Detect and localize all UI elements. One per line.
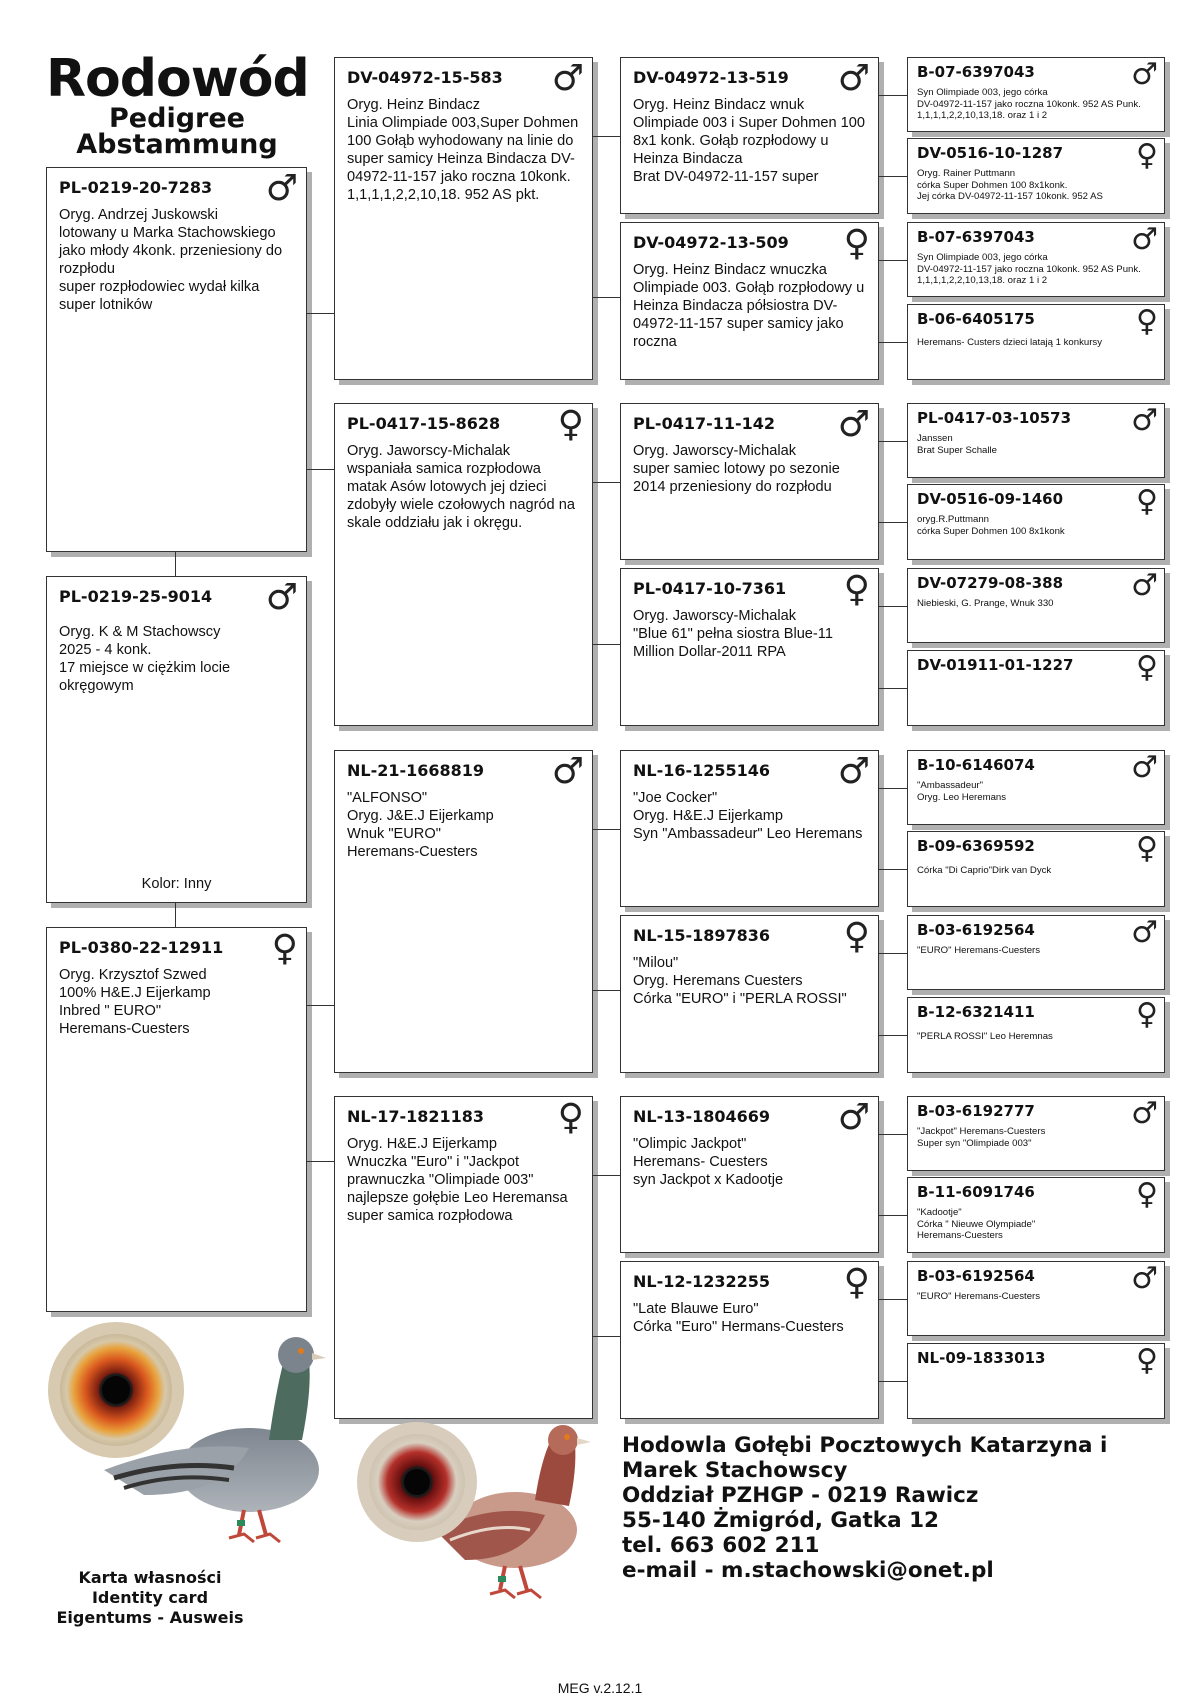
female-icon: ♀ bbox=[843, 1262, 870, 1303]
main-bird-color: Kolor: Inny bbox=[141, 876, 212, 892]
female-icon: ♀ bbox=[843, 916, 870, 957]
grandparent-box bbox=[334, 1096, 593, 1419]
male-icon: ♂ bbox=[837, 58, 870, 99]
male-icon: ♂ bbox=[1131, 57, 1158, 92]
breeder-phone: tel. 663 602 211 bbox=[622, 1533, 820, 1558]
great-grandparent-info: "Milou" Oryg. Heremans Cuesters Córka "EURO" i "PERLA ROSSI" bbox=[633, 955, 847, 1007]
great-grandparent-info: "Olimpic Jackpot" Heremans- Cuesters syn Jackpot x Kadootje bbox=[633, 1136, 784, 1188]
connector-line bbox=[593, 136, 620, 137]
great-grandparent-info: "Late Blauwe Euro" Córka "Euro" Hermans-Cuesters bbox=[633, 1301, 844, 1335]
software-version: MEG v.2.12.1 bbox=[557, 1680, 643, 1696]
gen4-ring: B-03-6192777 bbox=[917, 1102, 1035, 1120]
male-icon: ♂ bbox=[265, 577, 298, 618]
female-icon: ♀ bbox=[1136, 1177, 1158, 1212]
connector-line bbox=[879, 869, 907, 870]
identity-card-line: Eigentums - Ausweis bbox=[56, 1608, 244, 1627]
gen4-ring: DV-01911-01-1227 bbox=[917, 656, 1074, 674]
gen4-info: "PERLA ROSSI" Leo Heremnas bbox=[917, 1031, 1053, 1042]
great-grandparent-info: Oryg. Jaworscy-Michalak "Blue 61" pełna siostra Blue-11 Million Dollar-2011 RPA bbox=[633, 608, 833, 660]
connector-line bbox=[593, 1175, 620, 1176]
gen4-box bbox=[907, 403, 1165, 478]
male-icon: ♂ bbox=[837, 404, 870, 445]
great-grandparent-info: Oryg. Heinz Bindacz wnuk Olimpiade 003 i Super Dohmen 100 8x1 konk. Gołąb rozpłodowy u Heinza Bindacza Brat DV-04972-11-157 super bbox=[633, 97, 866, 185]
female-icon: ♀ bbox=[1136, 304, 1158, 339]
female-icon: ♀ bbox=[557, 404, 584, 445]
connector-line bbox=[879, 688, 907, 689]
father-info: Oryg. Andrzej Juskowski lotowany u Marka Stachowskiego jako młody 4konk. przeniesiony do rozpłodu super rozpłodowiec wydał kilka super lotników bbox=[59, 207, 283, 313]
connector-line bbox=[879, 1035, 907, 1036]
pedigree-subtitle-de: Abstammung bbox=[76, 129, 278, 160]
gen4-info: Niebieski, G. Prange, Wnuk 330 bbox=[917, 598, 1054, 609]
identity-card-label bbox=[30, 1568, 270, 1628]
female-icon: ♀ bbox=[1136, 138, 1158, 173]
great-grandparent-ring: NL-12-1232255 bbox=[633, 1272, 771, 1291]
gen4-info: "EURO" Heremans-Cuesters bbox=[917, 945, 1041, 956]
great-grandparent-box bbox=[620, 1096, 879, 1253]
female-icon: ♀ bbox=[843, 223, 870, 264]
connector-line bbox=[879, 441, 907, 442]
connector-line bbox=[879, 260, 907, 261]
gen4-box bbox=[907, 568, 1165, 643]
mother-ring: PL-0380-22-12911 bbox=[59, 938, 224, 957]
main-bird-ring: PL-0219-25-9014 bbox=[59, 587, 213, 606]
connector-line bbox=[307, 1161, 334, 1162]
gen4-box bbox=[907, 650, 1165, 726]
connector-line bbox=[879, 953, 907, 954]
connector-line bbox=[593, 297, 620, 298]
connector-line bbox=[593, 644, 620, 645]
great-grandparent-ring: NL-16-1255146 bbox=[633, 761, 771, 780]
connector-line bbox=[879, 606, 907, 607]
great-grandparent-info: Oryg. Heinz Bindacz wnuczka Olimpiade 003. Gołąb rozpłodowy u Heinza Bindacza półsiostra DV-04972-11-157 super samicy jako roczna bbox=[633, 262, 865, 350]
great-grandparent-box bbox=[620, 1261, 879, 1419]
blue-pigeon-image bbox=[44, 1320, 326, 1565]
male-icon: ♂ bbox=[1131, 568, 1158, 603]
gen4-ring: PL-0417-03-10573 bbox=[917, 409, 1072, 427]
gen4-info: "Kadootje" Córka " Nieuwe Olympiade" Heremans-Cuesters bbox=[917, 1207, 1036, 1241]
grandparent-ring: NL-17-1821183 bbox=[347, 1107, 485, 1126]
gen4-box bbox=[907, 750, 1165, 825]
female-icon: ♀ bbox=[843, 569, 870, 610]
identity-card-line: Karta własności bbox=[78, 1568, 222, 1587]
female-icon: ♀ bbox=[557, 1097, 584, 1138]
connector-line bbox=[879, 1215, 907, 1216]
gen4-info: Oryg. Rainer Puttmann córka Super Dohmen 100 8x1konk. Jej córka DV-04972-11-157 10konk. 952 AS bbox=[917, 168, 1103, 202]
connector-line bbox=[307, 469, 334, 470]
grandparent-box bbox=[334, 403, 593, 726]
gen4-box bbox=[907, 138, 1165, 214]
gen4-info: oryg.R.Puttmann córka Super Dohmen 100 8x1konk bbox=[917, 514, 1065, 537]
gen4-box bbox=[907, 222, 1165, 297]
gen4-ring: B-03-6192564 bbox=[917, 1267, 1035, 1285]
gen4-box bbox=[907, 831, 1165, 907]
male-icon: ♂ bbox=[1131, 222, 1158, 257]
female-icon: ♀ bbox=[1136, 650, 1158, 685]
great-grandparent-ring: DV-04972-13-509 bbox=[633, 233, 789, 252]
female-icon: ♀ bbox=[1136, 484, 1158, 519]
great-grandparent-box bbox=[620, 568, 879, 726]
gen4-ring: B-10-6146074 bbox=[917, 756, 1035, 774]
breeder-contact bbox=[622, 1433, 1182, 1583]
male-icon: ♂ bbox=[1131, 1096, 1158, 1131]
connector-line bbox=[879, 1381, 907, 1382]
connector-line bbox=[593, 482, 620, 483]
connector-line bbox=[593, 829, 620, 830]
gen4-ring: B-03-6192564 bbox=[917, 921, 1035, 939]
great-grandparent-ring: PL-0417-11-142 bbox=[633, 414, 776, 433]
grandparent-info: "ALFONSO" Oryg. J&E.J Eijerkamp Wnuk "EURO" Heremans-Cuesters bbox=[347, 790, 494, 860]
gen4-info: Janssen Brat Super Schalle bbox=[917, 433, 997, 456]
male-icon: ♂ bbox=[837, 1097, 870, 1138]
connector-line bbox=[879, 176, 907, 177]
gen4-ring: NL-09-1833013 bbox=[917, 1349, 1046, 1367]
gen4-ring: DV-0516-10-1287 bbox=[917, 144, 1064, 162]
gen4-box bbox=[907, 1177, 1165, 1253]
gen4-box bbox=[907, 1096, 1165, 1171]
great-grandparent-ring: NL-15-1897836 bbox=[633, 926, 771, 945]
gen4-info: "Jackpot" Heremans-Cuesters Super syn "Olimpiade 003" bbox=[917, 1126, 1046, 1149]
gen4-info: Heremans- Custers dzieci latają 1 konkursy bbox=[917, 337, 1103, 348]
great-grandparent-ring: DV-04972-13-519 bbox=[633, 68, 789, 87]
female-icon: ♀ bbox=[1136, 831, 1158, 866]
gen4-box bbox=[907, 484, 1165, 560]
gen4-box bbox=[907, 915, 1165, 990]
gen4-box bbox=[907, 304, 1165, 380]
great-grandparent-box bbox=[620, 222, 879, 380]
gen4-info: Syn Olimpiade 003, jego córka DV-04972-11-157 jako roczna 10konk. 952 AS Punk. 1,1,1,1,2,2,10,13,18. oraz 1 i 2 bbox=[917, 252, 1141, 286]
connector-line bbox=[879, 95, 907, 96]
gen4-info: "Ambassadeur" Oryg. Leo Heremans bbox=[917, 780, 1007, 803]
gen4-ring: B-09-6369592 bbox=[917, 837, 1035, 855]
male-icon: ♂ bbox=[551, 58, 584, 99]
gen4-ring: DV-0516-09-1460 bbox=[917, 490, 1064, 508]
breeder-branch: Oddział PZHGP - 0219 Rawicz bbox=[622, 1483, 979, 1508]
gen4-ring: B-06-6405175 bbox=[917, 310, 1035, 328]
connector-line bbox=[879, 1299, 907, 1300]
connector-line bbox=[879, 1134, 907, 1135]
grandparent-ring: NL-21-1668819 bbox=[347, 761, 485, 780]
male-icon: ♂ bbox=[1131, 403, 1158, 438]
main-bird-info: Oryg. K & M Stachowscy 2025 - 4 konk. 17 miejsce w ciężkim locie okręgowym bbox=[59, 624, 231, 694]
great-grandparent-info: "Joe Cocker" Oryg. H&E.J Eijerkamp Syn "Ambassadeur" Leo Heremans bbox=[633, 790, 863, 842]
mother-box bbox=[46, 927, 307, 1312]
male-icon: ♂ bbox=[265, 168, 298, 209]
gen4-box bbox=[907, 57, 1165, 132]
male-icon: ♂ bbox=[1131, 750, 1158, 785]
grandparent-box bbox=[334, 750, 593, 1073]
gen4-info: "EURO" Heremans-Cuesters bbox=[917, 1291, 1041, 1302]
connector-line bbox=[307, 313, 334, 314]
male-icon: ♂ bbox=[1131, 1261, 1158, 1296]
main-bird-box bbox=[46, 576, 307, 903]
great-grandparent-info: Oryg. Jaworscy-Michalak super samiec lotowy po sezonie 2014 przeniesiony do rozpłodu bbox=[633, 443, 840, 495]
female-icon: ♀ bbox=[1136, 1343, 1158, 1378]
great-grandparent-ring: PL-0417-10-7361 bbox=[633, 579, 787, 598]
gen4-box bbox=[907, 997, 1165, 1073]
gen4-info: Córka "Di Caprio"Dirk van Dyck bbox=[917, 865, 1052, 876]
gen4-info: Syn Olimpiade 003, jego córka DV-04972-11-157 jako roczna 10konk. 952 AS Punk. 1,1,1,1,2,2,10,13,18. oraz 1 i 2 bbox=[917, 87, 1141, 121]
female-icon: ♀ bbox=[1136, 997, 1158, 1032]
connector-line bbox=[879, 522, 907, 523]
gen4-ring: B-07-6397043 bbox=[917, 63, 1035, 81]
gen4-ring: DV-07279-08-388 bbox=[917, 574, 1064, 592]
grandparent-info: Oryg. Heinz Bindacz Linia Olimpiade 003,Super Dohmen 100 Gołąb wyhodowany na linie do super samicy Heinza Bindacza DV-04972-11-157 jako roczna 10konk. 1,1,1,1,2,2,10,18. 952 AS pkt. bbox=[347, 97, 579, 203]
breeder-address: 55-140 Żmigród, Gatka 12 bbox=[622, 1508, 940, 1533]
great-grandparent-box bbox=[620, 750, 879, 907]
connector-line bbox=[175, 903, 176, 927]
male-icon: ♂ bbox=[551, 751, 584, 792]
gen4-ring: B-07-6397043 bbox=[917, 228, 1035, 246]
grandparent-info: Oryg. Jaworscy-Michalak wspaniała samica rozpłodowa matak Asów lotowych jej dzieci zdobyły wiele czołowych nagród na skale oddziału jak i okręgu. bbox=[347, 443, 575, 531]
great-grandparent-box bbox=[620, 403, 879, 560]
connector-line bbox=[593, 1336, 620, 1337]
identity-card-line: Identity card bbox=[91, 1588, 209, 1607]
male-icon: ♂ bbox=[837, 751, 870, 792]
mother-info: Oryg. Krzysztof Szwed 100% H&E.J Eijerkamp Inbred " EURO" Heremans-Cuesters bbox=[59, 967, 211, 1037]
grandparent-ring: PL-0417-15-8628 bbox=[347, 414, 501, 433]
connector-line bbox=[879, 342, 907, 343]
male-icon: ♂ bbox=[1131, 915, 1158, 950]
father-ring: PL-0219-20-7283 bbox=[59, 178, 213, 197]
great-grandparent-ring: NL-13-1804669 bbox=[633, 1107, 771, 1126]
pedigree-subtitle-en: Pedigree bbox=[109, 103, 245, 134]
breeder-name: Hodowla Gołębi Pocztowych Katarzyna i Marek Stachowscy bbox=[622, 1433, 1108, 1483]
gen4-ring: B-11-6091746 bbox=[917, 1183, 1035, 1201]
gen4-box bbox=[907, 1261, 1165, 1336]
connector-line bbox=[175, 552, 176, 576]
great-grandparent-box bbox=[620, 57, 879, 214]
female-icon: ♀ bbox=[271, 928, 298, 969]
breeder-email: e-mail - m.stachowski@onet.pl bbox=[622, 1558, 994, 1583]
pedigree-title: Rodowód bbox=[46, 49, 309, 109]
grandparent-ring: DV-04972-15-583 bbox=[347, 68, 503, 87]
red-pigeon-image bbox=[355, 1420, 595, 1640]
connector-line bbox=[879, 788, 907, 789]
connector-line bbox=[307, 1005, 334, 1006]
great-grandparent-box bbox=[620, 915, 879, 1073]
father-box bbox=[46, 167, 307, 552]
gen4-box bbox=[907, 1343, 1165, 1419]
connector-line bbox=[593, 990, 620, 991]
grandparent-box bbox=[334, 57, 593, 380]
grandparent-info: Oryg. H&E.J Eijerkamp Wnuczka "Euro" i "Jackpot prawnuczka "Olimpiade 003" najlepsze gołębie Leo Heremansa super samica rozpłodowa bbox=[347, 1136, 568, 1224]
gen4-ring: B-12-6321411 bbox=[917, 1003, 1035, 1021]
